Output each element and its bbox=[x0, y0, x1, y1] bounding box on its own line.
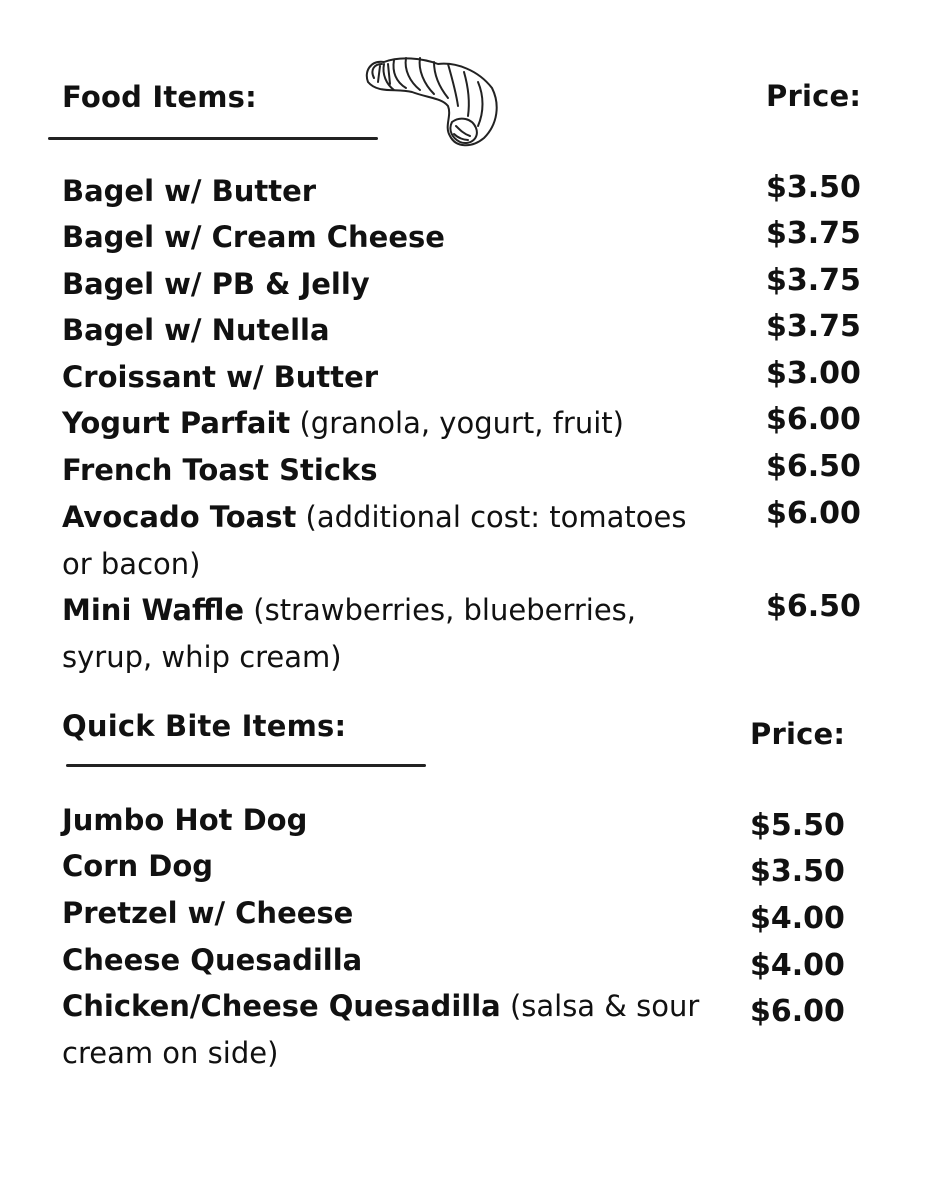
item-name: Chicken/Cheese Quesadilla bbox=[62, 989, 501, 1023]
menu-item bbox=[62, 168, 722, 215]
item-name: Bagel w/ Nutella bbox=[62, 313, 330, 347]
item-name: Croissant w/ Butter bbox=[62, 360, 379, 394]
menu-item bbox=[62, 261, 722, 308]
food-section-underline bbox=[48, 137, 378, 140]
item-price: $4.00 bbox=[750, 901, 845, 936]
item-price: $6.50 bbox=[766, 449, 861, 484]
item-price: $3.50 bbox=[766, 170, 861, 205]
item-detail: (additional cost: tomatoes or bacon) bbox=[62, 500, 687, 581]
item-name: Yogurt Parfait bbox=[62, 406, 291, 440]
quick-bite-price-header: Price: bbox=[750, 717, 846, 751]
item-detail: (granola, yogurt, fruit) bbox=[299, 406, 624, 440]
menu-item bbox=[62, 400, 722, 447]
item-name: Pretzel w/ Cheese bbox=[62, 896, 354, 930]
item-detail: (salsa & sour cream on side) bbox=[62, 989, 700, 1070]
menu-item bbox=[62, 937, 722, 984]
item-name: Mini Waffle bbox=[62, 593, 245, 627]
food-section-title: Food Items: bbox=[62, 80, 257, 114]
item-name: Avocado Toast bbox=[62, 500, 297, 534]
item-price: $5.50 bbox=[750, 808, 845, 843]
item-detail: (strawberries, blueberries, syrup, whip cream) bbox=[62, 593, 637, 674]
menu-item bbox=[62, 587, 722, 680]
item-price: $4.00 bbox=[750, 948, 845, 983]
food-price-header: Price: bbox=[766, 79, 862, 113]
menu-item bbox=[62, 797, 722, 844]
item-price: $3.75 bbox=[766, 263, 861, 298]
item-price: $6.00 bbox=[766, 496, 861, 531]
quick-bite-section-underline bbox=[66, 764, 426, 767]
menu-item bbox=[62, 307, 722, 354]
item-name: Bagel w/ Butter bbox=[62, 174, 317, 208]
item-price: $3.00 bbox=[766, 356, 861, 391]
menu-item bbox=[62, 214, 722, 261]
item-price: $6.50 bbox=[766, 589, 861, 624]
item-price: $6.00 bbox=[750, 994, 845, 1029]
item-name: Jumbo Hot Dog bbox=[62, 803, 308, 837]
item-price: $6.00 bbox=[766, 402, 861, 437]
item-name: Bagel w/ PB & Jelly bbox=[62, 267, 370, 301]
item-price: $3.75 bbox=[766, 309, 861, 344]
menu-item bbox=[62, 354, 722, 401]
item-name: Corn Dog bbox=[62, 849, 214, 883]
menu-item bbox=[62, 890, 722, 937]
menu-item bbox=[62, 447, 722, 494]
item-price: $3.50 bbox=[750, 854, 845, 889]
quick-bite-section-title: Quick Bite Items: bbox=[62, 709, 347, 743]
menu-item bbox=[62, 843, 722, 890]
item-name: French Toast Sticks bbox=[62, 453, 378, 487]
croissant-icon bbox=[360, 52, 505, 152]
item-price: $3.75 bbox=[766, 216, 861, 251]
menu-item bbox=[62, 983, 722, 1076]
item-name: Bagel w/ Cream Cheese bbox=[62, 220, 445, 254]
menu-item bbox=[62, 494, 722, 587]
item-name: Cheese Quesadilla bbox=[62, 943, 363, 977]
